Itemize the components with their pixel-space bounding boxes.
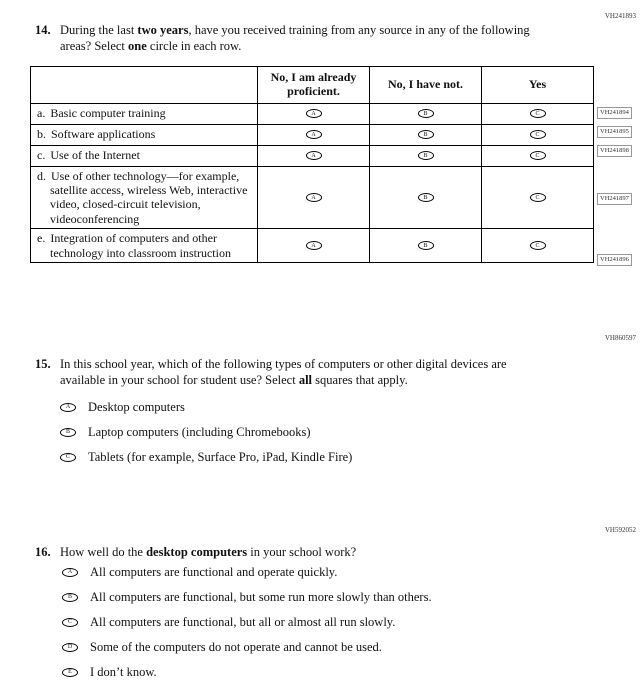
q16-option-4 (62, 639, 432, 655)
question-14 (35, 22, 552, 54)
q14-table (30, 66, 594, 263)
q14-header-yes: Yes (482, 67, 594, 104)
row-c-letter: c. (37, 148, 46, 163)
row-b-letter: b. (37, 127, 46, 142)
question-14-number: 14. (35, 23, 51, 37)
bubble-14e-yes[interactable]: C (530, 241, 546, 250)
q15-option-tablet-label: Tablets (for example, Surface Pro, iPad, Kindle Fire) (88, 449, 353, 464)
q14-bold-one: one (128, 39, 147, 53)
row-a-label (31, 103, 258, 124)
bubble-14d-proficient[interactable]: A (306, 193, 322, 202)
item-code-row-b: VH241895 (597, 126, 632, 138)
row-e-letter: e. (37, 231, 46, 246)
bubble-14a-proficient[interactable]: A (306, 109, 322, 118)
bubble-14b-proficient[interactable]: A (306, 130, 322, 139)
q15-bubble-laptop[interactable]: B (60, 428, 76, 437)
question-16 (35, 544, 595, 560)
bubble-14c-have-not[interactable]: B (418, 151, 434, 160)
q16-option-5 (62, 664, 432, 680)
table-row-c (31, 145, 594, 166)
q16-option-2-label: All computers are functional, but some run more slowly than others. (90, 589, 432, 604)
q15-bold-all: all (298, 373, 313, 387)
item-code-q16: VH592052 (604, 526, 636, 534)
q16-bubble-4[interactable]: D (62, 643, 78, 652)
q16-option-3-label: All computers are functional, but all or almost all run slowly. (90, 614, 396, 629)
q16-option-5-label: I don’t know. (90, 664, 157, 679)
row-b-label (31, 124, 258, 145)
table-row-e (31, 229, 594, 263)
q16-text-part: in your school work? (247, 545, 357, 559)
bubble-14b-yes[interactable]: C (530, 130, 546, 139)
table-row-d (31, 166, 594, 229)
q16-text-part: How well do the (60, 545, 147, 559)
q16-bubble-3[interactable]: C (62, 618, 78, 627)
q16-options (62, 564, 432, 689)
q16-option-4-label: Some of the computers do not operate and cannot be used. (90, 639, 382, 654)
bubble-14b-have-not[interactable]: B (418, 130, 434, 139)
q15-options (60, 399, 352, 474)
q14-text-part: , have you received training from any source in any of the following areas? Select (60, 23, 530, 53)
q15-option-desktop (60, 399, 352, 415)
q16-bold-desktop-computers: desktop computers (146, 545, 248, 559)
q14-header-empty (31, 67, 258, 104)
question-16-number: 16. (35, 545, 51, 559)
q15-text-part: squares that apply. (312, 373, 408, 387)
bubble-14c-yes[interactable]: C (530, 151, 546, 160)
row-c-text: Use of the Internet (50, 148, 140, 163)
q15-bubble-desktop[interactable]: A (60, 403, 76, 412)
q14-header-row (31, 67, 594, 104)
bubble-14a-have-not[interactable]: B (418, 109, 434, 118)
q16-option-2 (62, 589, 432, 605)
row-e-text: Integration of computers and other technology into classroom instruction (50, 231, 231, 260)
table-row-b (31, 124, 594, 145)
item-code-row-e: VH241896 (597, 254, 632, 266)
row-d-letter: d. (37, 168, 46, 183)
q15-bubble-tablet[interactable]: C (60, 453, 76, 462)
bubble-14a-yes[interactable]: C (530, 109, 546, 118)
row-d-text: Use of other technology—for example, satellite access, wireless Web, interactive video, closed-circuit television, videoconferencing (50, 168, 248, 226)
question-14-text (35, 22, 552, 54)
bubble-14e-proficient[interactable]: A (306, 241, 322, 250)
q15-option-desktop-label: Desktop computers (88, 399, 185, 414)
bubble-14c-proficient[interactable]: A (306, 151, 322, 160)
item-code-row-c: VH241898 (597, 145, 632, 157)
item-code-q15: VH860597 (604, 334, 636, 342)
q16-option-3 (62, 614, 432, 630)
q16-bubble-5[interactable]: E (62, 668, 78, 677)
q16-option-1-label: All computers are functional and operate quickly. (90, 564, 338, 579)
question-15-number: 15. (35, 357, 51, 371)
item-code-row-d: VH241897 (597, 193, 632, 205)
q15-option-laptop (60, 424, 352, 440)
q14-header-have-not: No, I have not. (370, 67, 482, 104)
q15-option-tablet (60, 449, 352, 465)
question-15 (35, 356, 527, 388)
q15-text-part: In this school year, which of the following types of computers or other digital devices are available in your school for student use? Select (60, 357, 507, 387)
item-code-row-a: VH241894 (597, 107, 632, 119)
q14-header-proficient: No, I am already proficient. (258, 67, 370, 104)
row-d-label (31, 166, 258, 229)
q16-option-1 (62, 564, 432, 580)
q14-text-part: circle in each row. (146, 39, 242, 53)
row-c-label (31, 145, 258, 166)
bubble-14d-yes[interactable]: C (530, 193, 546, 202)
bubble-14e-have-not[interactable]: B (418, 241, 434, 250)
row-a-text: Basic computer training (50, 106, 166, 121)
item-code-q14: VH241893 (604, 12, 636, 20)
q16-bubble-2[interactable]: B (62, 593, 78, 602)
q15-option-laptop-label: Laptop computers (including Chromebooks) (88, 424, 311, 439)
row-a-letter: a. (37, 106, 46, 121)
table-row-a (31, 103, 594, 124)
q14-text-part: During the last (60, 23, 138, 37)
q14-bold-two-years: two years (137, 23, 189, 37)
bubble-14d-have-not[interactable]: B (418, 193, 434, 202)
question-16-text (35, 544, 595, 560)
q16-bubble-1[interactable]: A (62, 568, 78, 577)
row-b-text: Software applications (51, 127, 156, 142)
row-e-label (31, 229, 258, 263)
question-15-text (35, 356, 527, 388)
